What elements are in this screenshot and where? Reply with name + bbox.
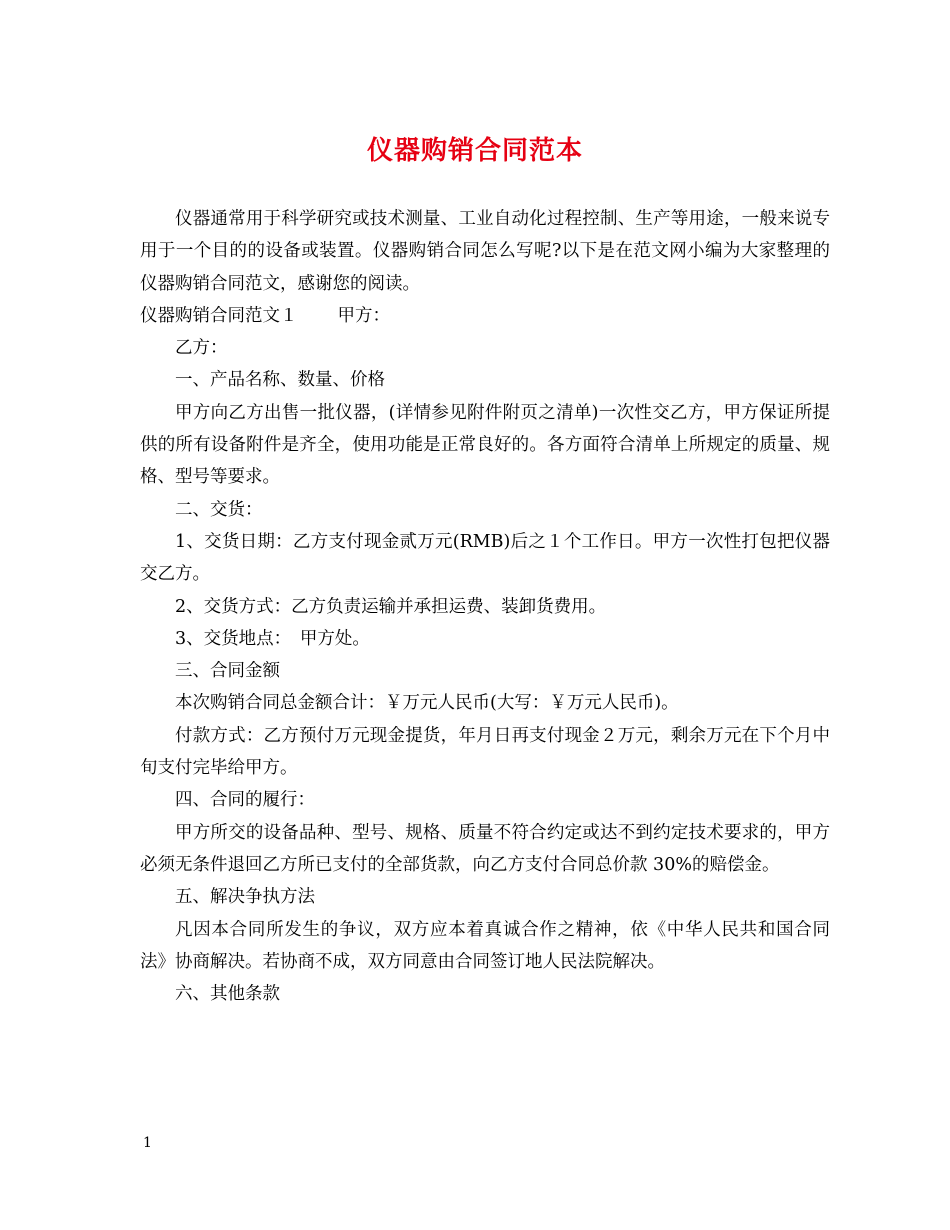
section-4-text: 甲方所交的设备品种、型号、规格、质量不符合约定或达不到约定技术要求的，甲方必须无条件退回乙方所已支付的全部货款，向乙方支付合同总价款 30%的赔偿金。 bbox=[140, 822, 830, 875]
section-5-text: 凡因本合同所发生的争议，双方应本着真诚合作之精神，依《中华人民共和国合同法》协商解决。若协商不成，双方同意由合同签订地人民法院解决。 bbox=[140, 919, 830, 972]
total-amount-clause: 本次购销合同总金额合计：￥万元人民币(大写：￥万元人民币)。 bbox=[175, 693, 679, 714]
document-title: 仪器购销合同范本 bbox=[366, 136, 583, 166]
page-number: 1 bbox=[143, 1135, 152, 1151]
section-4-title: 四、合同的履行： bbox=[175, 790, 315, 811]
delivery-method-clause: 2、交货方式：乙方负责运输并承担运费、装卸货费用。 bbox=[175, 596, 607, 617]
intro-paragraph: 仪器通常用于科学研究或技术测量、工业自动化过程控制、生产等用途，一般来说专用于一个目的的设备或装置。仪器购销合同怎么写呢?以下是在范文网小编为大家整理的仪器购销合同范文，感谢您的阅读。 bbox=[140, 209, 830, 294]
party-a-label: 甲方： bbox=[337, 305, 390, 326]
document-body bbox=[140, 203, 830, 1010]
section-5-title: 五、解决争执方法 bbox=[175, 887, 315, 908]
delivery-place-clause: 3、交货地点： 甲方处。 bbox=[175, 628, 370, 649]
section-1-text: 甲方向乙方出售一批仪器，(详情参见附件附页之清单)一次性交乙方，甲方保证所提供的所有设备附件是齐全，使用功能是正常良好的。各方面符合清单上所规定的质量、规格、型号等要求。 bbox=[140, 402, 830, 488]
payment-method-clause: 付款方式：乙方预付万元现金提货，年月日再支付现金２万元，剩余万元在下个月中旬支付完毕给甲方。 bbox=[140, 725, 830, 779]
section-2-title: 二、交货： bbox=[175, 499, 263, 520]
section-1-title: 一、产品名称、数量、价格 bbox=[175, 370, 385, 391]
party-b-label: 乙方： bbox=[175, 338, 228, 359]
sample-party-a-line bbox=[140, 300, 830, 332]
section-6-title: 六、其他条款 bbox=[175, 984, 280, 1005]
sample-label: 仪器购销合同范文１ bbox=[140, 305, 298, 326]
section-3-title: 三、合同金额 bbox=[175, 661, 280, 682]
delivery-date-clause: 1、交货日期：乙方支付现金贰万元(RMB)后之１个工作日。甲方一次性打包把仪器交乙方。 bbox=[140, 531, 830, 585]
